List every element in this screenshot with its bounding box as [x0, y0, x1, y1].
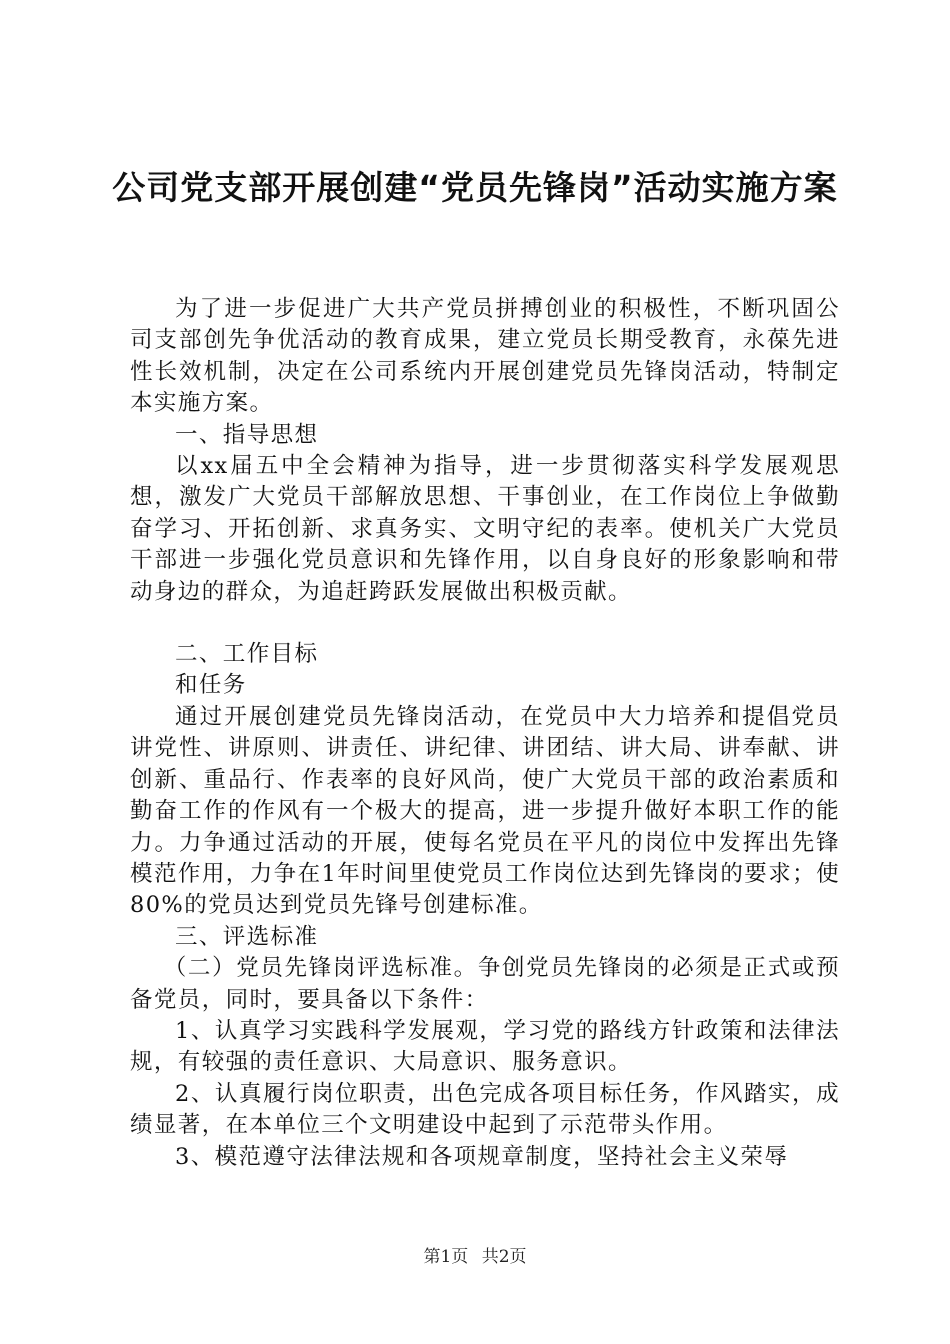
page-number-current: 第1页: [423, 1247, 469, 1267]
criteria-item-1: 1、认真学习实践科学发展观，学习党的路线方针政策和法律法规，有较强的责任意识、大局意识、服务意识。: [130, 1017, 840, 1076]
guiding-ideology-paragraph: 以xx届五中全会精神为指导，进一步贯彻落实科学发展观思想，激发广大党员干部解放思想、干事创业，在工作岗位上争做勤奋学习、开拓创新、求真务实、文明守纪的表率。使机关广大党员干部进一步强化党员意识和先锋作用，以自身良好的形象影响和带动身边的群众，为追赶跨跃发展做出积极贡献。: [130, 453, 840, 605]
criteria-item-2: 2、认真履行岗位职责，出色完成各项目标任务，作风踏实，成绩显著，在本单位三个文明建设中起到了示范带头作用。: [130, 1080, 840, 1139]
section-heading-selection-criteria: 三、评选标准: [175, 923, 319, 950]
selection-criteria-intro: （二）党员先锋岗评选标准。争创党员先锋岗的必须是正式或预备党员，同时，要具备以下条件：: [130, 955, 840, 1013]
criteria-item-3: 3、模范遵守法律法规和各项规章制度，坚持社会主义荣辱: [175, 1143, 789, 1170]
intro-paragraph: 为了进一步促进广大共产党员拼搏创业的积极性，不断巩固公司支部创先争优活动的教育成果，建立党员长期受教育，永葆先进性长效机制，决定在公司系统内开展创建党员先锋岗活动，特制定本实施方案。: [130, 296, 840, 417]
section-heading-work-goals: 二、工作目标: [175, 641, 319, 668]
work-goals-paragraph: 通过开展创建党员先锋岗活动，在党员中大力培养和提倡党员讲党性、讲原则、讲责任、讲纪律、讲团结、讲大局、讲奉献、讲创新、重品行、作表率的良好风尚，使广大党员干部的政治素质和勤奋工作的作风有一个极大的提高，进一步提升做好本职工作的能力。力争通过活动的开展，使每名党员在平凡的岗位中发挥出先锋模范作用，力争在1年时间里使党员工作岗位达到先锋岗的要求；使80%的党员达到党员先锋号创建标准。: [130, 703, 840, 919]
document-title: 公司党支部开展创建“党员先锋岗”活动实施方案: [112, 168, 838, 207]
section-heading-guiding-ideology: 一、指导思想: [175, 421, 319, 448]
page-number-total: 共2页: [481, 1247, 527, 1267]
page-footer: [0, 1242, 950, 1267]
section-heading-work-goals-continued: 和任务: [175, 672, 247, 699]
document-body: [130, 294, 840, 1173]
